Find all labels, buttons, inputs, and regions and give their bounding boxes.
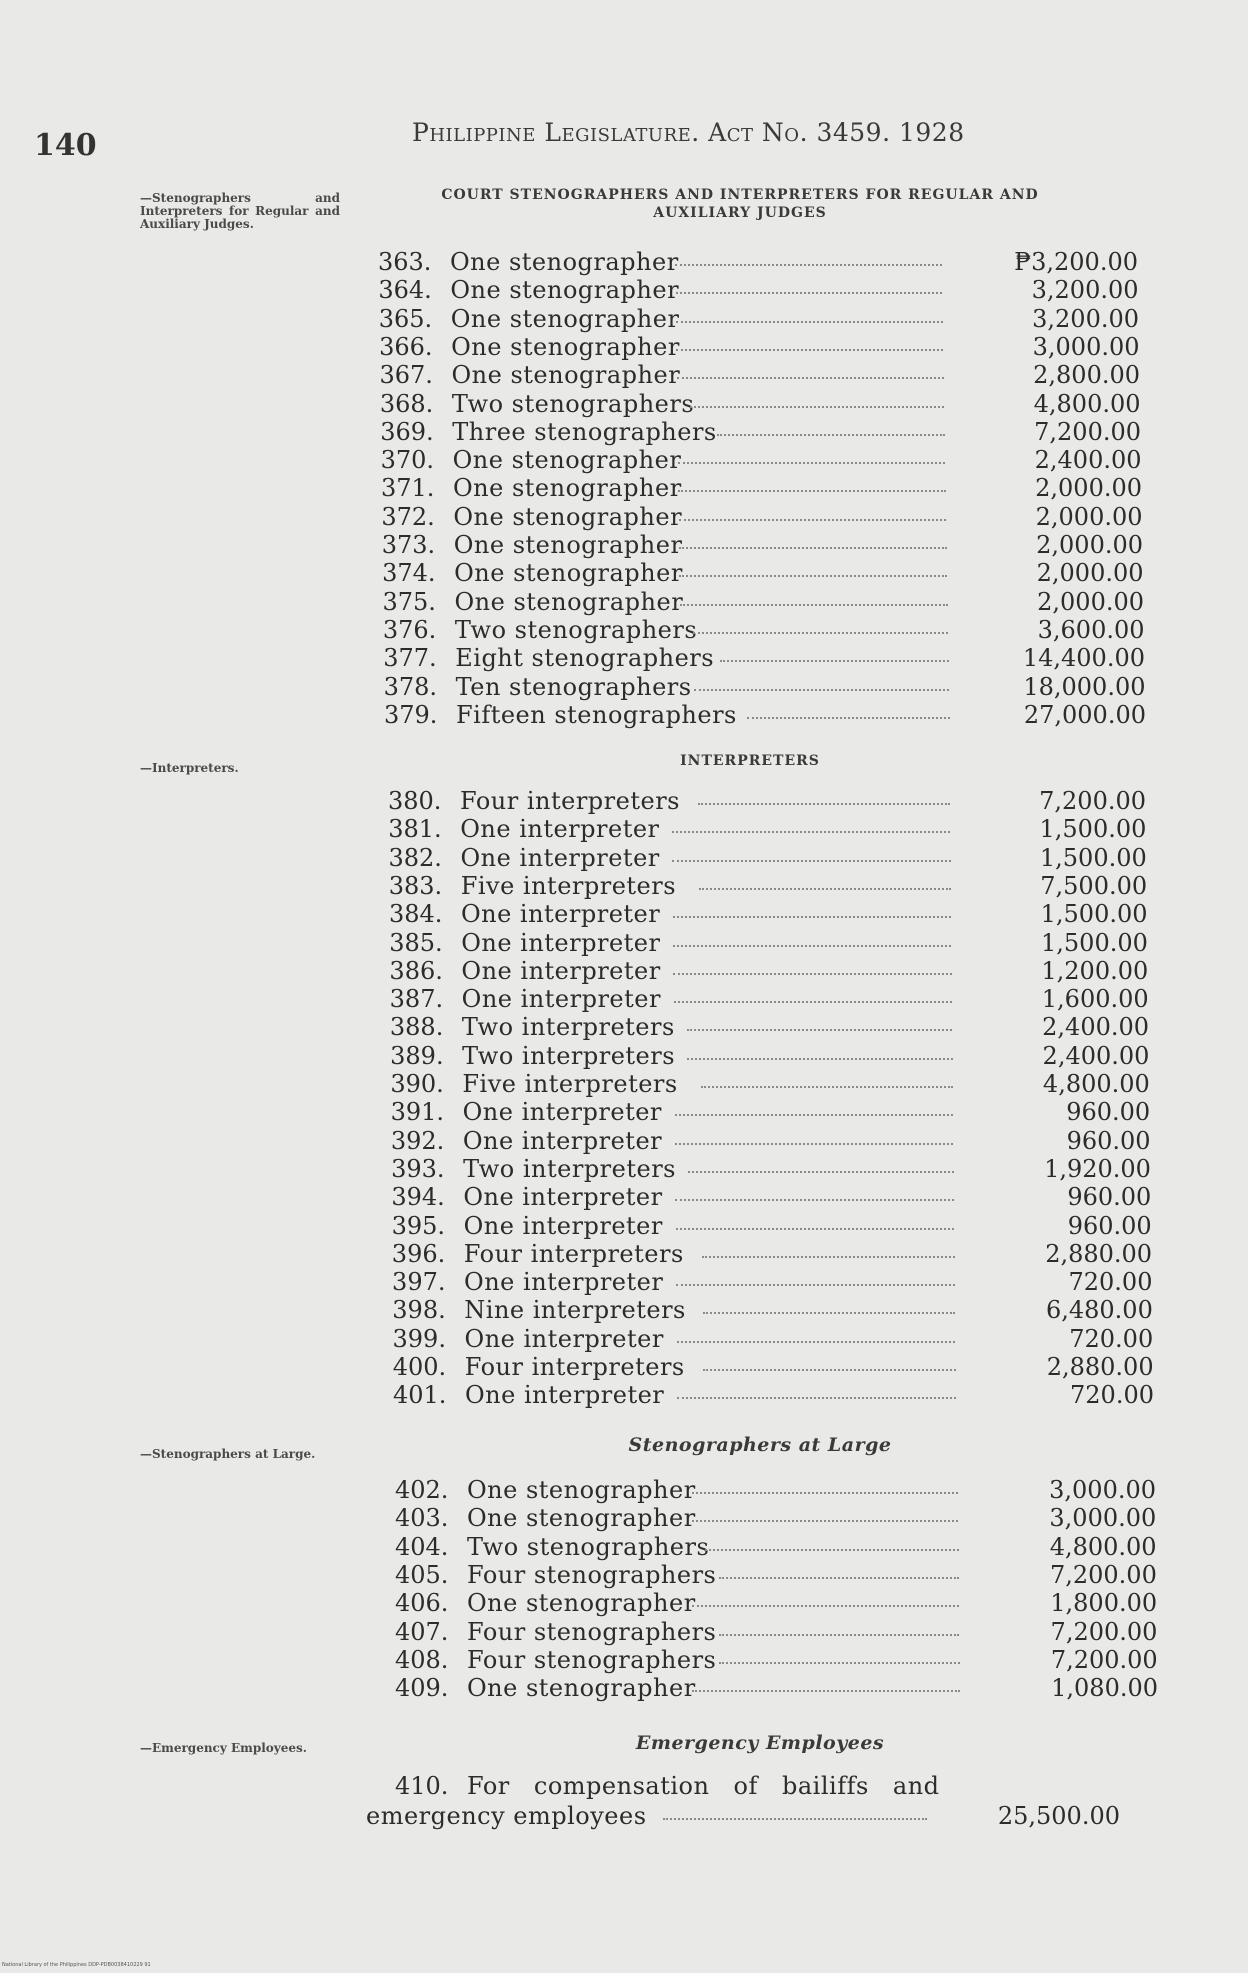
item-description: Three stenographers (452, 417, 717, 446)
item-number: 400. (392, 1353, 447, 1381)
appropriation-item-row (381, 503, 1142, 531)
item-description: One interpreter (460, 843, 660, 872)
item-amount: 1,200.00 (1041, 956, 1149, 985)
dot-leader (687, 1029, 952, 1031)
item-number: 395. (391, 1211, 445, 1240)
item-description: Two stenographers (454, 615, 698, 644)
appropriation-item-row (383, 616, 1145, 644)
item-number: 379. (384, 700, 438, 729)
appropriation-item-row (395, 1674, 1158, 1702)
dot-leader (720, 660, 949, 662)
item-description: One stenographer (450, 304, 680, 333)
item-amount: 3,200.00 (1031, 276, 1139, 305)
dot-leader (673, 973, 951, 975)
item-amount: 6,480.00 (1045, 1296, 1153, 1325)
item-number: 392. (390, 1126, 445, 1155)
appropriation-item-row (395, 1618, 1157, 1646)
item-amount: ₱3,200.00 (1014, 248, 1138, 276)
item-number: 387. (389, 985, 444, 1014)
item-amount: 1,500.00 (1040, 900, 1148, 929)
appropriation-item-row (393, 1325, 1154, 1353)
item-description: Fifteen stenographers (456, 700, 737, 729)
dot-leader (702, 1256, 954, 1258)
item-amount: 18,000.00 (1023, 672, 1146, 701)
appropriation-item-row (388, 787, 1146, 815)
appropriation-item-row (383, 644, 1145, 672)
item-number: 367. (379, 361, 433, 390)
item-description: One stenographer (451, 332, 680, 361)
appropriation-item-row (388, 844, 1146, 872)
item-number: 365. (378, 304, 433, 333)
item-description: Ten stenographers (455, 672, 692, 701)
dot-leader (719, 1634, 960, 1636)
item-number: 374. (382, 559, 436, 588)
item-description: One stenographer (453, 531, 683, 559)
item-number: 402. (395, 1476, 449, 1504)
item-number: 405. (395, 1560, 449, 1589)
item-amount: 2,400.00 (1034, 446, 1142, 475)
item-amount: 3,600.00 (1037, 615, 1145, 644)
item-number: 372. (381, 502, 435, 531)
appropriation-item-row (390, 985, 1149, 1013)
item-number: 368. (379, 389, 434, 418)
item-number: 410. (395, 1772, 449, 1800)
dot-leader (705, 1549, 958, 1551)
appropriation-item-row (388, 815, 1146, 843)
item-description: Four stenographers (467, 1617, 717, 1646)
dot-leader (680, 604, 948, 606)
item-amount: 3,000.00 (1049, 1476, 1156, 1504)
dot-leader (693, 632, 948, 634)
dot-leader (675, 1143, 954, 1145)
dot-leader (698, 803, 950, 805)
item-description: One interpreter (460, 815, 660, 844)
section-heading-court-stenographers: COURT STENOGRAPHERS AND INTERPRETERS FOR REGULAR AND AUXILIARY JUDGES (441, 187, 1039, 221)
appropriation-item-row (379, 305, 1139, 333)
appropriation-item-row (395, 1504, 1156, 1532)
dot-leader (677, 377, 944, 379)
item-amount: 1,500.00 (1041, 928, 1148, 957)
item-number: 371. (381, 474, 435, 503)
appropriation-item-row (382, 559, 1143, 587)
dot-leader (679, 519, 947, 521)
item-number: 399. (392, 1324, 446, 1353)
item-number: 369. (380, 417, 434, 446)
appropriation-item-row (392, 1240, 1152, 1268)
dot-leader (692, 1605, 959, 1607)
item-description: One interpreter (460, 900, 661, 929)
item-number: 386. (389, 956, 443, 985)
appropriation-item-row (381, 474, 1142, 502)
item-description-continued: emergency employees (366, 1802, 647, 1830)
appropriation-item-row (391, 1183, 1151, 1211)
item-description: One interpreter (463, 1183, 663, 1212)
item-description: Eight stenographers (455, 644, 715, 673)
dot-leader (703, 1312, 955, 1314)
dot-leader (678, 490, 946, 492)
item-amount: 1,600.00 (1041, 985, 1149, 1014)
item-number: 403. (395, 1504, 449, 1533)
item-amount: 4,800.00 (1033, 389, 1141, 418)
dot-leader (694, 689, 949, 691)
appropriation-item-row (389, 872, 1147, 900)
item-description: Four interpreters (460, 787, 680, 815)
item-amount: 1,800.00 (1050, 1589, 1158, 1618)
dot-leader (675, 1199, 954, 1201)
item-number: 406. (395, 1589, 449, 1618)
item-description: One stenographer (454, 559, 683, 588)
margin-note-stenographers-interpreters: —Stenographers and Interpreters for Regular and Auxiliary Judges. (140, 191, 340, 231)
item-amount: 2,000.00 (1037, 587, 1144, 616)
item-amount: 14,400.00 (1022, 644, 1145, 673)
dot-leader (678, 462, 946, 464)
item-number: 394. (391, 1183, 445, 1212)
dot-leader (672, 831, 950, 833)
item-amount: 7,200.00 (1049, 1560, 1157, 1589)
item-description: One interpreter (463, 1211, 663, 1240)
item-amount: 7,500.00 (1040, 871, 1148, 900)
item-amount: 25,500.00 (997, 1802, 1120, 1830)
item-number: 383. (388, 871, 443, 900)
item-amount: 2,000.00 (1035, 502, 1143, 531)
item-amount: 2,880.00 (1045, 1239, 1153, 1268)
item-number: 408. (395, 1645, 449, 1674)
dot-leader (692, 1492, 958, 1494)
item-amount: 3,000.00 (1049, 1504, 1157, 1533)
item-amount: 7,200.00 (1039, 787, 1146, 815)
appropriation-item-row (390, 1042, 1149, 1070)
item-description: One stenographer (452, 446, 682, 475)
item-description: One interpreter (462, 1098, 662, 1127)
item-amount: 2,880.00 (1046, 1353, 1154, 1381)
dot-leader (677, 1397, 956, 1399)
appropriation-item-row (380, 390, 1141, 418)
appropriation-item-row (395, 1476, 1156, 1504)
item-amount: 2,400.00 (1042, 1041, 1150, 1070)
item-number: 380. (388, 787, 442, 815)
appropriation-item-row (384, 701, 1146, 729)
appropriation-item-row (395, 1589, 1157, 1617)
dot-leader (701, 1086, 953, 1088)
dot-leader (676, 1284, 955, 1286)
item-amount: 720.00 (1069, 1324, 1154, 1353)
dot-leader (679, 575, 947, 577)
dot-leader (672, 860, 950, 862)
dot-leader (676, 321, 943, 323)
appropriation-item-row (391, 1155, 1151, 1183)
appropriation-item-row (384, 673, 1146, 701)
item-amount: 1,500.00 (1039, 843, 1147, 872)
item-description: One stenographer (453, 474, 682, 503)
item-amount: 3,200.00 (1032, 304, 1139, 333)
item-amount: 960.00 (1067, 1211, 1152, 1240)
dot-leader (676, 349, 943, 351)
item-amount: 2,000.00 (1035, 474, 1142, 503)
item-description: One stenographer (450, 248, 679, 276)
item-number: 390. (390, 1070, 444, 1098)
item-number: 389. (390, 1041, 444, 1070)
item-amount: 960.00 (1066, 1126, 1151, 1155)
item-amount: 2,000.00 (1036, 531, 1143, 559)
item-number: 381. (388, 815, 442, 844)
item-amount: 720.00 (1068, 1268, 1153, 1297)
appropriation-item-row (380, 418, 1141, 446)
footer-note: National Library of the Philippines DDP-PDB0038410229 91 (2, 1962, 151, 1968)
item-number: 366. (379, 332, 433, 361)
item-description: One interpreter (464, 1324, 664, 1353)
appropriation-item-row (391, 1098, 1151, 1126)
item-description: Two interpreters (462, 1041, 676, 1070)
item-number: 398. (392, 1296, 446, 1325)
appropriation-item-row (392, 1212, 1152, 1240)
margin-note-interpreters: —Interpreters. (140, 761, 239, 775)
appropriation-item-row (395, 1533, 1157, 1561)
item-number: 396. (391, 1239, 446, 1268)
appropriation-item-row (383, 588, 1145, 616)
item-number: 382. (388, 843, 442, 872)
item-amount: 720.00 (1070, 1381, 1154, 1410)
item-number: 397. (392, 1268, 446, 1297)
item-number: 388. (389, 1013, 444, 1042)
item-number: 364. (378, 276, 432, 305)
item-number: 409. (395, 1674, 449, 1703)
item-description: One stenographer (453, 502, 683, 531)
appropriation-item-row (378, 276, 1138, 304)
item-amount: 1,920.00 (1044, 1154, 1151, 1183)
item-amount: 4,800.00 (1042, 1070, 1150, 1098)
dot-leader (688, 1171, 953, 1173)
appropriation-item-row (378, 248, 1138, 276)
item-amount: 4,800.00 (1049, 1532, 1157, 1561)
item-number: 407. (395, 1617, 449, 1646)
dot-leader (679, 547, 947, 549)
dot-leader (676, 292, 943, 294)
item-description: Four interpreters (464, 1353, 685, 1381)
item-description: Two stenographers (451, 389, 695, 418)
item-number: 385. (389, 928, 443, 957)
item-description: One interpreter (461, 985, 661, 1014)
dot-leader (703, 1369, 956, 1371)
item-number: 404. (395, 1532, 449, 1561)
page-number: 140 (34, 128, 97, 163)
item-description: For compensation of bailiffs and (467, 1772, 940, 1800)
item-amount: 7,200.00 (1034, 417, 1141, 446)
item-number: 375. (382, 587, 436, 616)
appropriation-item-row (390, 1013, 1149, 1041)
item-description: Five interpreters (462, 1070, 678, 1098)
item-description: One interpreter (464, 1268, 664, 1297)
item-description: One stenographer (467, 1589, 696, 1618)
item-amount: 7,200.00 (1050, 1617, 1158, 1646)
item-number: 373. (381, 531, 436, 559)
appropriation-item-row (395, 1561, 1157, 1589)
item-number: 363. (378, 248, 432, 276)
appropriation-item-row (381, 446, 1142, 474)
item-amount: 3,000.00 (1032, 332, 1140, 361)
item-description: Two stenographers (467, 1532, 710, 1561)
dot-leader (747, 717, 950, 719)
item-number: 384. (388, 900, 443, 929)
dot-leader (692, 1690, 960, 1692)
item-number: 377. (383, 644, 437, 673)
item-amount: 2,000.00 (1036, 559, 1144, 588)
item-description: Four stenographers (467, 1560, 717, 1589)
item-description: One interpreter (461, 956, 661, 985)
dot-leader (699, 888, 951, 890)
item-amount: 2,800.00 (1033, 361, 1140, 390)
dot-leader (677, 1341, 956, 1343)
dot-leader (719, 1662, 960, 1664)
item-amount: 960.00 (1067, 1183, 1152, 1212)
item-number: 401. (393, 1381, 447, 1410)
appropriation-item-row (389, 957, 1148, 985)
item-description: Nine interpreters (464, 1296, 686, 1325)
running-head: Philippine Legislature. Act No. 3459. 1928 (412, 118, 965, 147)
appropriation-item-row (393, 1381, 1154, 1409)
item-description: Four interpreters (463, 1239, 684, 1268)
item-number: 393. (391, 1154, 445, 1183)
item-description: One stenographer (467, 1476, 696, 1504)
appropriation-item-row (389, 929, 1148, 957)
appropriation-item-row (392, 1296, 1153, 1324)
item-description: One interpreter (465, 1381, 665, 1410)
item-description: One interpreter (461, 928, 661, 957)
item-amount: 2,400.00 (1042, 1013, 1150, 1042)
item-description: Two interpreters (463, 1154, 676, 1183)
item-number: 391. (390, 1098, 445, 1127)
item-number: 376. (382, 615, 437, 644)
dot-leader (663, 1818, 927, 1820)
item-description: One stenographer (467, 1674, 696, 1703)
appropriation-item-row (393, 1353, 1154, 1381)
item-number: 378. (383, 672, 438, 701)
dot-leader (690, 406, 944, 408)
item-description: One interpreter (462, 1126, 663, 1155)
dot-leader (673, 916, 951, 918)
appropriation-item-row (395, 1646, 1158, 1674)
item-amount: 1,080.00 (1051, 1674, 1158, 1703)
item-description: One stenographer (451, 361, 681, 390)
margin-note-emergency-employees: —Emergency Employees. (140, 1741, 307, 1755)
dot-leader (675, 1114, 954, 1116)
item-description: One stenographer (467, 1504, 696, 1533)
appropriation-item-row (380, 361, 1141, 389)
section-heading-emergency-employees: Emergency Employees (635, 1732, 885, 1754)
item-amount: 27,000.00 (1023, 700, 1146, 729)
dot-leader (675, 264, 942, 266)
item-description: Four stenographers (467, 1645, 717, 1674)
appropriation-item-row (390, 1070, 1149, 1098)
item-description: Two interpreters (461, 1013, 675, 1042)
item-amount: 1,500.00 (1039, 815, 1147, 844)
appropriation-item-row (379, 333, 1139, 361)
item-number: 370. (380, 446, 435, 475)
section-heading-interpreters: INTERPRETERS (680, 753, 820, 769)
item-description: One stenographer (450, 276, 680, 305)
item-description: Five interpreters (460, 871, 677, 900)
dot-leader (717, 434, 945, 436)
dot-leader (676, 1228, 955, 1230)
item-description: One stenographer (454, 587, 684, 616)
dot-leader (692, 1520, 958, 1522)
appropriation-item-row (391, 1127, 1151, 1155)
dot-leader (687, 1058, 952, 1060)
dot-leader (719, 1577, 959, 1579)
item-amount: 7,200.00 (1050, 1645, 1158, 1674)
dot-leader (673, 945, 951, 947)
margin-note-stenographers-at-large: —Stenographers at Large. (140, 1447, 316, 1461)
appropriation-item-row (389, 900, 1148, 928)
appropriation-item-row (392, 1268, 1152, 1296)
item-amount: 960.00 (1066, 1098, 1151, 1127)
appropriation-item-row (382, 531, 1143, 559)
section-heading-stenographers-at-large: Stenographers at Large (628, 1434, 892, 1456)
dot-leader (674, 1001, 952, 1003)
